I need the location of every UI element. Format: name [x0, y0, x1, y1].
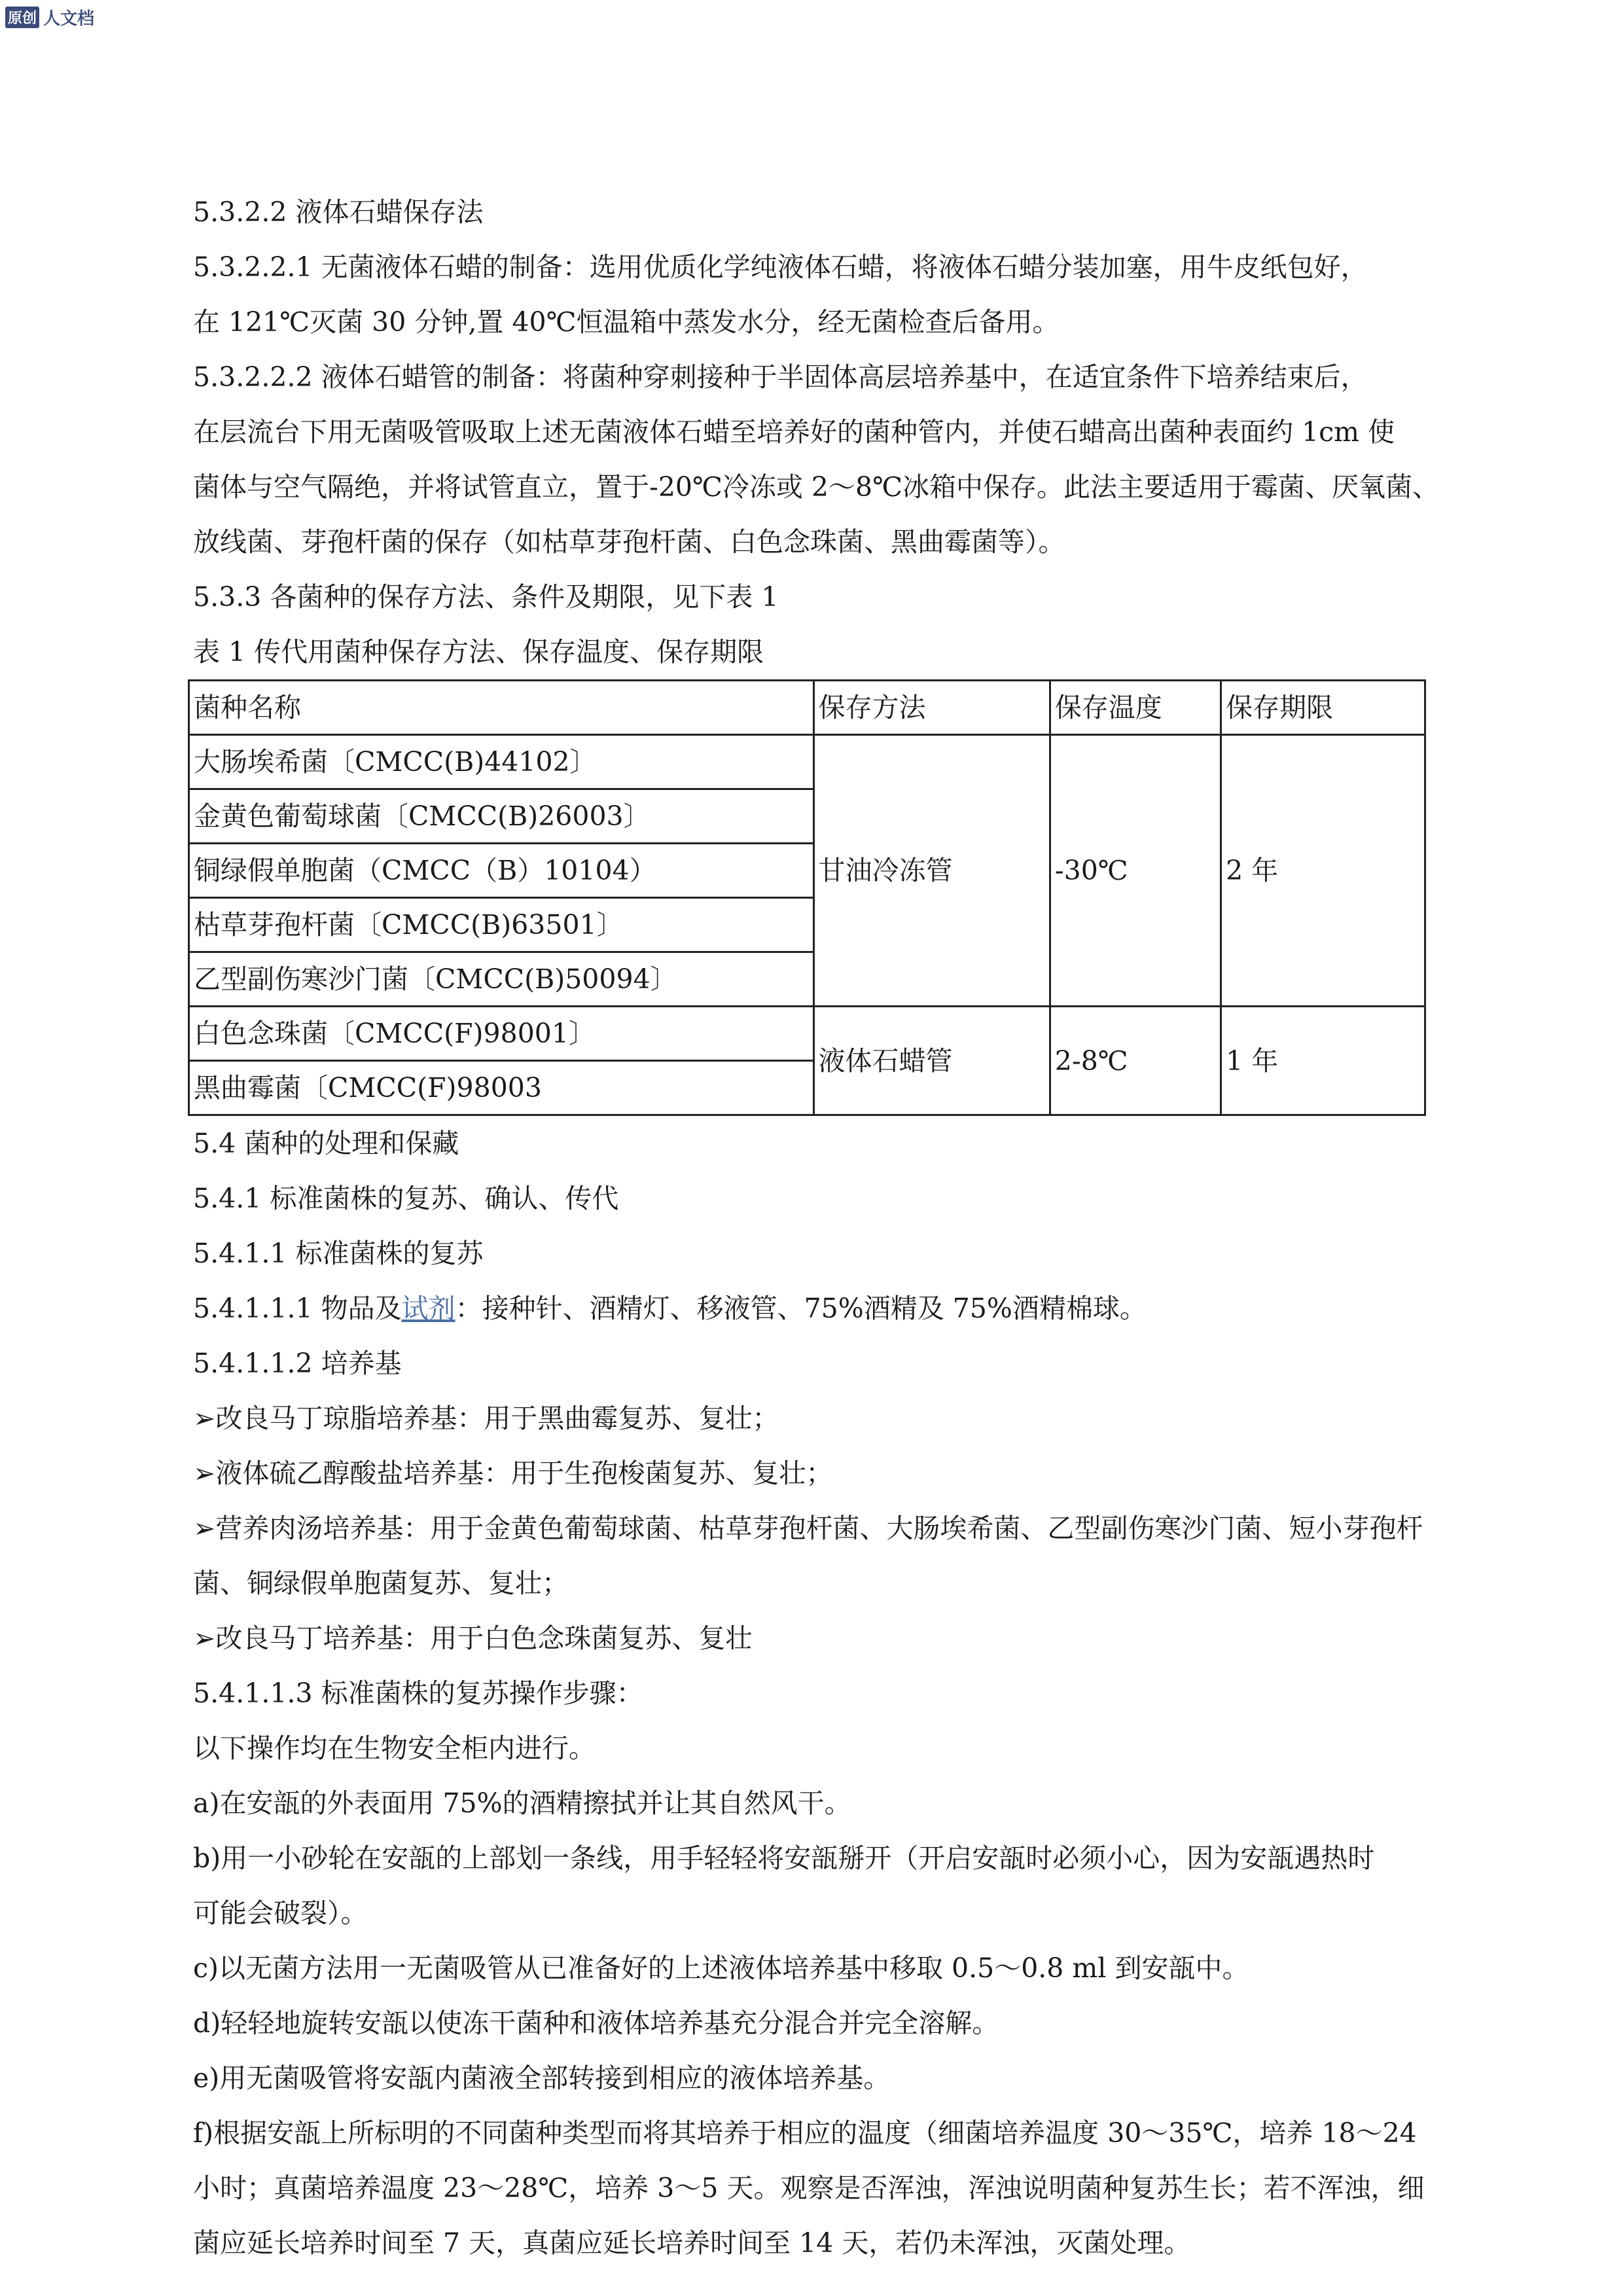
step-e: e)用无菌吸管将安瓿内菌液全部转接到相应的液体培养基。	[193, 2062, 891, 2094]
site-logo	[5, 5, 94, 29]
paragraph: 在 121℃灭菌 30 分钟,置 40℃恒温箱中蒸发水分，经无菌检查后备用。	[193, 306, 1060, 338]
step-b: b)用一小砂轮在安瓿的上部划一条线，用手轻轻将安瓿掰开（开启安瓿时必须小心，因为安瓿遇热时	[193, 1842, 1375, 1874]
paragraph: 菌体与空气隔绝，并将试管直立，置于-20℃冷冻或 2～8℃冰箱中保存。此法主要适用于霉菌、厌氧菌、	[193, 471, 1439, 503]
bullet-text: 改良马丁培养基：用于白色念珠菌复苏、复壮	[215, 1623, 753, 1654]
step-c: c)以无菌方法用一无菌吸管从已准备好的上述液体培养基中移取 0.5～0.8 ml 到安瓿中。	[193, 1952, 1249, 1984]
table-header-row	[189, 681, 1425, 735]
bullet-continuation: 菌、铜绿假单胞菌复苏、复壮；	[193, 1568, 569, 1599]
strain-cell: 黑曲霉菌〔CMCC(F)98003	[189, 1061, 814, 1115]
step-f-cont: 小时；真菌培养温度 23～28℃，培养 3～5 天。观察是否浑浊，浑浊说明菌种复苏生长；若不浑浊，细	[193, 2172, 1425, 2204]
bullet-arrow-icon: ➢	[193, 1513, 216, 1544]
step-b-cont: 可能会破裂）。	[193, 1897, 368, 1929]
step-f-cont: 菌应延长培养时间至 7 天，真菌应延长培养时间至 14 天，若仍未浑浊，灭菌处理。	[193, 2227, 1191, 2259]
period-cell: 2 年	[1221, 735, 1425, 1007]
header-period: 保存期限	[1221, 681, 1425, 735]
paragraph: 5.3.2.2.2 液体石蜡管的制备：将菌种穿刺接种于半固体高层培养基中，在适宜条件下培养结束后，	[193, 361, 1368, 393]
bullet-item	[193, 1446, 1489, 1501]
bullet-text: 液体硫乙醇酸盐培养基：用于生孢梭菌复苏、复壮；	[215, 1458, 833, 1489]
reagent-link[interactable]: 试剂	[401, 1293, 455, 1324]
paragraph: 5.3.3 各菌种的保存方法、条件及期限，见下表 1	[193, 581, 779, 613]
strain-cell: 铜绿假单胞菌（CMCC（B）10104）	[189, 844, 814, 898]
period-cell: 1 年	[1221, 1007, 1425, 1115]
bullet-arrow-icon: ➢	[193, 1403, 216, 1434]
paragraph: 5.4.1.1.2 培养基	[193, 1348, 402, 1379]
strain-cell: 乙型副伤寒沙门菌〔CMCC(B)50094〕	[189, 952, 814, 1007]
header-temperature: 保存温度	[1050, 681, 1221, 735]
temperature-cell: 2-8℃	[1050, 1007, 1221, 1115]
strain-cell: 大肠埃希菌〔CMCC(B)44102〕	[189, 735, 814, 789]
paragraph: 5.3.2.2 液体石蜡保存法	[193, 196, 484, 228]
bullet-text: 改良马丁琼脂培养基：用于黑曲霉复苏、复壮；	[215, 1403, 779, 1434]
paragraph: 以下操作均在生物安全柜内进行。	[193, 1732, 596, 1764]
paragraph: 5.4 菌种的处理和保藏	[193, 1128, 459, 1159]
method-cell: 液体石蜡管	[813, 1007, 1050, 1115]
text-span: 5.4.1.1.1 物品及	[193, 1293, 402, 1324]
strain-cell: 枯草芽孢杆菌〔CMCC(B)63501〕	[189, 898, 814, 952]
table-row	[189, 735, 1425, 789]
bullet-item	[193, 1501, 1489, 1556]
method-cell: 甘油冷冻管	[813, 735, 1050, 1007]
bullet-text: 营养肉汤培养基：用于金黄色葡萄球菌、枯草芽孢杆菌、大肠埃希菌、乙型副伤寒沙门菌、短小芽孢杆	[215, 1513, 1423, 1544]
paragraph: 5.3.2.2.1 无菌液体石蜡的制备：选用优质化学纯液体石蜡，将液体石蜡分装加塞，用牛皮纸包好，	[193, 251, 1368, 283]
logo-text: 人文档	[43, 9, 95, 29]
paragraph: 放线菌、芽孢杆菌的保存（如枯草芽孢杆菌、白色念珠菌、黑曲霉菌等）。	[193, 526, 1065, 558]
step-d: d)轻轻地旋转安瓿以使冻干菌种和液体培养基充分混合并完全溶解。	[193, 2007, 999, 2039]
paragraph: 5.4.1 标准菌株的复苏、确认、传代	[193, 1183, 619, 1214]
table-row	[189, 1007, 1425, 1061]
bullet-item	[193, 1391, 1489, 1446]
bullet-item	[193, 1611, 1489, 1666]
text-span: ：接种针、酒精灯、移液管、75%酒精及 75%酒精棉球。	[455, 1293, 1147, 1324]
paragraph: 5.4.1.1 标准菌株的复苏	[193, 1238, 484, 1269]
bullet-arrow-icon: ➢	[193, 1623, 216, 1654]
table-caption: 表 1 传代用菌种保存方法、保存温度、保存期限	[193, 636, 764, 668]
step-f: f)根据安瓿上所标明的不同菌种类型而将其培养于相应的温度（细菌培养温度 30～35℃，培养 18～24	[193, 2117, 1417, 2149]
document-body	[193, 185, 1489, 2270]
header-strain-name: 菌种名称	[189, 681, 814, 735]
bullet-arrow-icon: ➢	[193, 1458, 216, 1489]
paragraph: 5.4.1.1.3 标准菌株的复苏操作步骤：	[193, 1677, 643, 1709]
step-a: a)在安瓿的外表面用 75%的酒精擦拭并让其自然风干。	[193, 1787, 851, 1819]
strain-cell: 白色念珠菌〔CMCC(F)98001〕	[189, 1007, 814, 1061]
strain-cell: 金黄色葡萄球菌〔CMCC(B)26003〕	[189, 789, 814, 844]
temperature-cell: -30℃	[1050, 735, 1221, 1007]
header-method: 保存方法	[813, 681, 1050, 735]
logo-mark: 原创	[5, 7, 39, 28]
paragraph: 在层流台下用无菌吸管吸取上述无菌液体石蜡至培养好的菌种管内，并使石蜡高出菌种表面约 1cm 使	[193, 416, 1395, 448]
strain-storage-table	[188, 679, 1426, 1116]
paragraph	[193, 1281, 1489, 1336]
